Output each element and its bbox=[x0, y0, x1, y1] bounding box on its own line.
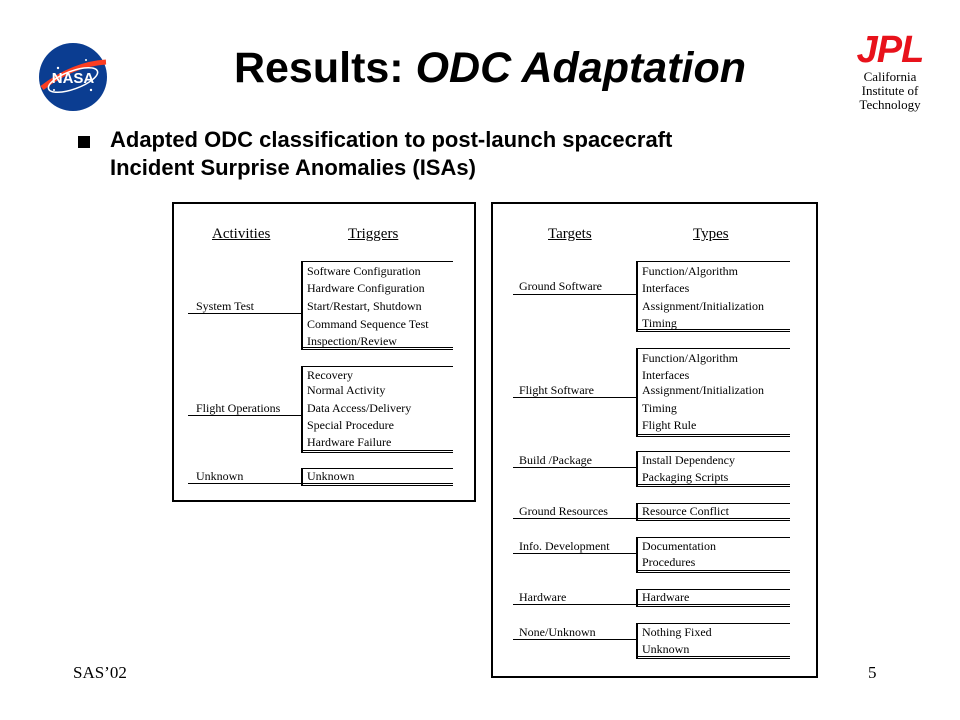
jpl-line-1: California bbox=[863, 69, 917, 84]
type-item: Timing bbox=[642, 401, 677, 415]
type-item: Packaging Scripts bbox=[642, 470, 729, 484]
type-item: Hardware bbox=[642, 590, 690, 604]
type-item: Unknown bbox=[642, 642, 690, 656]
type-item: Timing bbox=[642, 316, 677, 330]
jpl-line-3: Technology bbox=[859, 97, 921, 112]
type-item: Flight Rule bbox=[642, 418, 697, 432]
type-item: Interfaces bbox=[642, 368, 690, 382]
type-item: Function/Algorithm bbox=[642, 351, 738, 365]
jpl-line-2: Institute of bbox=[861, 83, 919, 98]
trigger-item: Hardware Failure bbox=[307, 435, 392, 449]
type-item: Assignment/Initialization bbox=[642, 299, 764, 313]
activity-system-test: System Test bbox=[196, 299, 254, 313]
col-triggers-header: Triggers bbox=[348, 226, 399, 242]
target-ground-software: Ground Software bbox=[519, 279, 602, 293]
title-italic: ODC Adaptation bbox=[415, 44, 747, 92]
target-none-unknown: None/Unknown bbox=[519, 625, 596, 639]
trigger-item: Normal Activity bbox=[307, 383, 386, 397]
target-info-development: Info. Development bbox=[519, 539, 610, 553]
type-item: Install Dependency bbox=[642, 453, 735, 467]
type-item: Nothing Fixed bbox=[642, 625, 712, 639]
activities-triggers-table bbox=[172, 202, 476, 502]
trigger-item: Software Configuration bbox=[307, 264, 421, 278]
trigger-item: Inspection/Review bbox=[307, 334, 397, 348]
title-main: Results: bbox=[233, 44, 416, 92]
slide-title bbox=[0, 44, 960, 93]
type-item: Resource Conflict bbox=[642, 504, 729, 518]
nasa-wordmark: NASA bbox=[51, 70, 95, 87]
trigger-item: Unknown bbox=[307, 469, 355, 483]
trigger-item: Command Sequence Test bbox=[307, 317, 429, 331]
target-flight-software: Flight Software bbox=[519, 383, 594, 397]
footer-left-text: SAS’02 bbox=[73, 663, 127, 682]
trigger-item: Start/Restart, Shutdown bbox=[307, 299, 422, 313]
target-hardware: Hardware bbox=[519, 590, 567, 604]
trigger-item: Recovery bbox=[307, 368, 353, 382]
col-types-header: Types bbox=[693, 226, 729, 242]
type-item: Procedures bbox=[642, 555, 696, 569]
col-activities-header: Activities bbox=[212, 226, 271, 242]
activity-flight-operations: Flight Operations bbox=[196, 401, 281, 415]
bullet-square-icon bbox=[78, 136, 90, 148]
type-item: Function/Algorithm bbox=[642, 264, 738, 278]
type-item: Interfaces bbox=[642, 281, 690, 295]
trigger-item: Hardware Configuration bbox=[307, 281, 425, 295]
target-build-package: Build /Package bbox=[519, 453, 592, 467]
trigger-item: Data Access/Delivery bbox=[307, 401, 412, 415]
bullet-line-2: Incident Surprise Anomalies (ISAs) bbox=[110, 155, 476, 180]
col-targets-header: Targets bbox=[548, 226, 592, 242]
type-item: Assignment/Initialization bbox=[642, 383, 764, 397]
page-number: 5 bbox=[868, 663, 877, 682]
bullet-text bbox=[110, 126, 870, 182]
bullet-line-1: Adapted ODC classification to post-launch spacecraft bbox=[110, 127, 673, 152]
targets-types-table bbox=[491, 202, 818, 678]
trigger-item: Special Procedure bbox=[307, 418, 394, 432]
activity-unknown: Unknown bbox=[196, 469, 244, 483]
target-ground-resources: Ground Resources bbox=[519, 504, 608, 518]
type-item: Documentation bbox=[642, 539, 716, 553]
jpl-wordmark: JPL bbox=[856, 29, 924, 71]
